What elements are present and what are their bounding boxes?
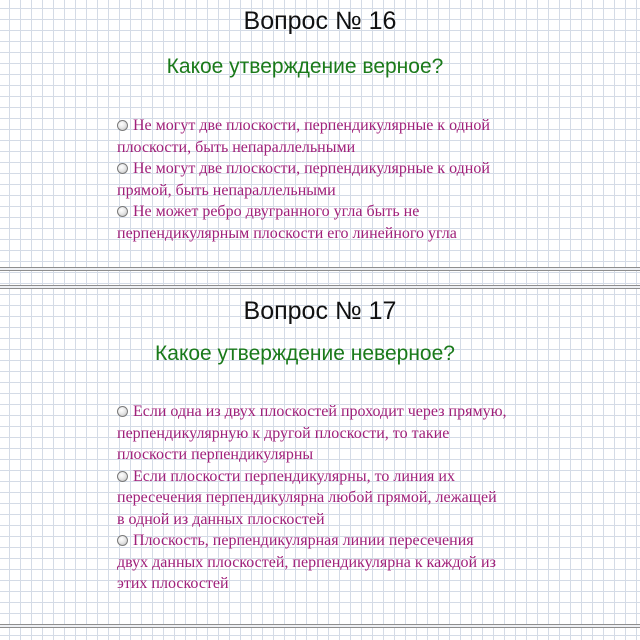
answer-options — [117, 401, 507, 595]
question-prompt: Какое утверждение верное? — [166, 55, 444, 78]
answer-option[interactable] — [117, 201, 507, 244]
answer-option-text: Если одна из двух плоскостей проходит через прямую, перпендикулярную к другой плоскости, то такие плоскости перпендикулярны — [117, 403, 507, 463]
answer-option[interactable] — [117, 158, 507, 201]
answer-option-text: Если плоскости перпендикулярны, то линия их пересечения перпендикулярна любой прямой, лежащей в одной из данных плоскостей — [117, 467, 497, 528]
question-17-block — [0, 288, 640, 626]
question-prompt: Какое утверждение неверное? — [155, 342, 455, 365]
answer-option-text: Не могут две плоскости, перпендикулярные к одной прямой, быть непараллельными — [117, 160, 490, 199]
answer-option-text: Не могут две плоскости, перпендикулярные к одной плоскости, быть непараллельными — [117, 117, 490, 156]
radio-button-icon[interactable] — [117, 535, 128, 546]
radio-button-icon[interactable] — [117, 206, 128, 217]
answer-option[interactable] — [117, 115, 507, 158]
question-title: Вопрос № 17 — [243, 297, 397, 325]
radio-button-icon[interactable] — [117, 471, 128, 482]
radio-button-icon[interactable] — [117, 120, 128, 131]
question-title: Вопрос № 16 — [243, 7, 397, 35]
question-16-block — [0, 0, 640, 268]
answer-option[interactable] — [117, 530, 507, 595]
answer-option-text: Плоскость, перпендикулярная линии пересечения двух данных плоскостей, перпендикулярна к каждой из этих плоскостей — [117, 532, 496, 592]
radio-button-icon[interactable] — [117, 406, 128, 417]
answer-options — [117, 115, 507, 244]
answer-option[interactable] — [117, 401, 507, 466]
answer-option-text: Не может ребро двугранного угла быть не перпендикулярным плоскости его линейного угла — [117, 203, 457, 242]
answer-option[interactable] — [117, 466, 507, 531]
radio-button-icon[interactable] — [117, 163, 128, 174]
